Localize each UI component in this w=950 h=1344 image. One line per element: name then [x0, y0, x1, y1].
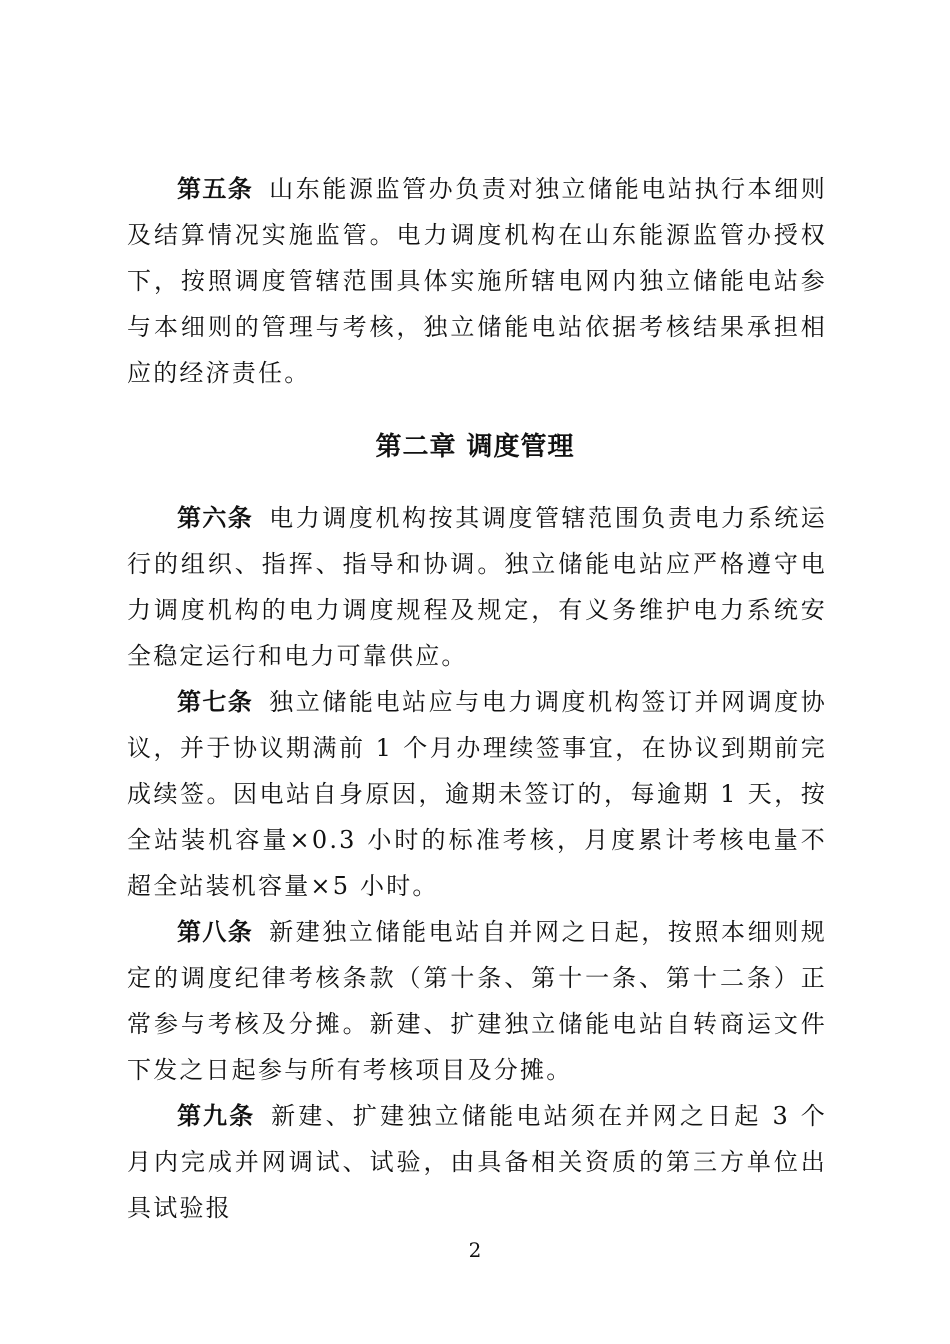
article-body: 山东能源监管办负责对独立储能电站执行本细则及结算情况实施监管。电力调度机构在山东能源监管办授权下，按照调度管辖范围具体实施所辖电网内独立储能电站参与本细则的管理与考核，独立储能电站依据考核结果承担相应的经济责任。	[127, 175, 828, 387]
chapter-title: 第二章 调度管理	[375, 432, 575, 462]
article-body: 电力调度机构按其调度管辖范围负责电力系统运行的组织、指挥、指导和协调。独立储能电站应严格遵守电力调度机构的电力调度规程及规定，有义务维护电力系统安全稳定运行和电力可靠供应。	[127, 504, 828, 670]
article-heading: 第七条	[177, 688, 254, 716]
article-9	[127, 1093, 827, 1231]
article-6	[127, 495, 827, 679]
article-heading: 第六条	[177, 504, 254, 532]
article-body: 新建、扩建独立储能电站须在并网之日起 3 个月内完成并网调试、试验，由具备相关资质的第三方单位出具试验报	[127, 1102, 827, 1222]
article-7	[127, 679, 827, 909]
article-heading: 第八条	[177, 918, 254, 946]
article-8	[127, 909, 827, 1093]
page-number: 2	[468, 1238, 482, 1262]
article-body: 新建独立储能电站自并网之日起，按照本细则规定的调度纪律考核条款（第十条、第十一条、第十二条）正常参与考核及分摊。新建、扩建独立储能电站自转商运文件下发之日起参与所有考核项目及分摊。	[127, 918, 828, 1084]
article-heading: 第五条	[177, 175, 254, 203]
article-heading: 第九条	[177, 1102, 256, 1130]
article-5	[127, 166, 827, 396]
article-body: 独立储能电站应与电力调度机构签订并网调度协议，并于协议期满前 1 个月办理续签事宜，在协议到期前完成续签。因电站自身原因，逾期未签订的，每逾期 1 天，按全站装机容量×0.3 小时的标准考核，月度累计考核电量不超全站装机容量×5 小时。	[127, 688, 828, 900]
